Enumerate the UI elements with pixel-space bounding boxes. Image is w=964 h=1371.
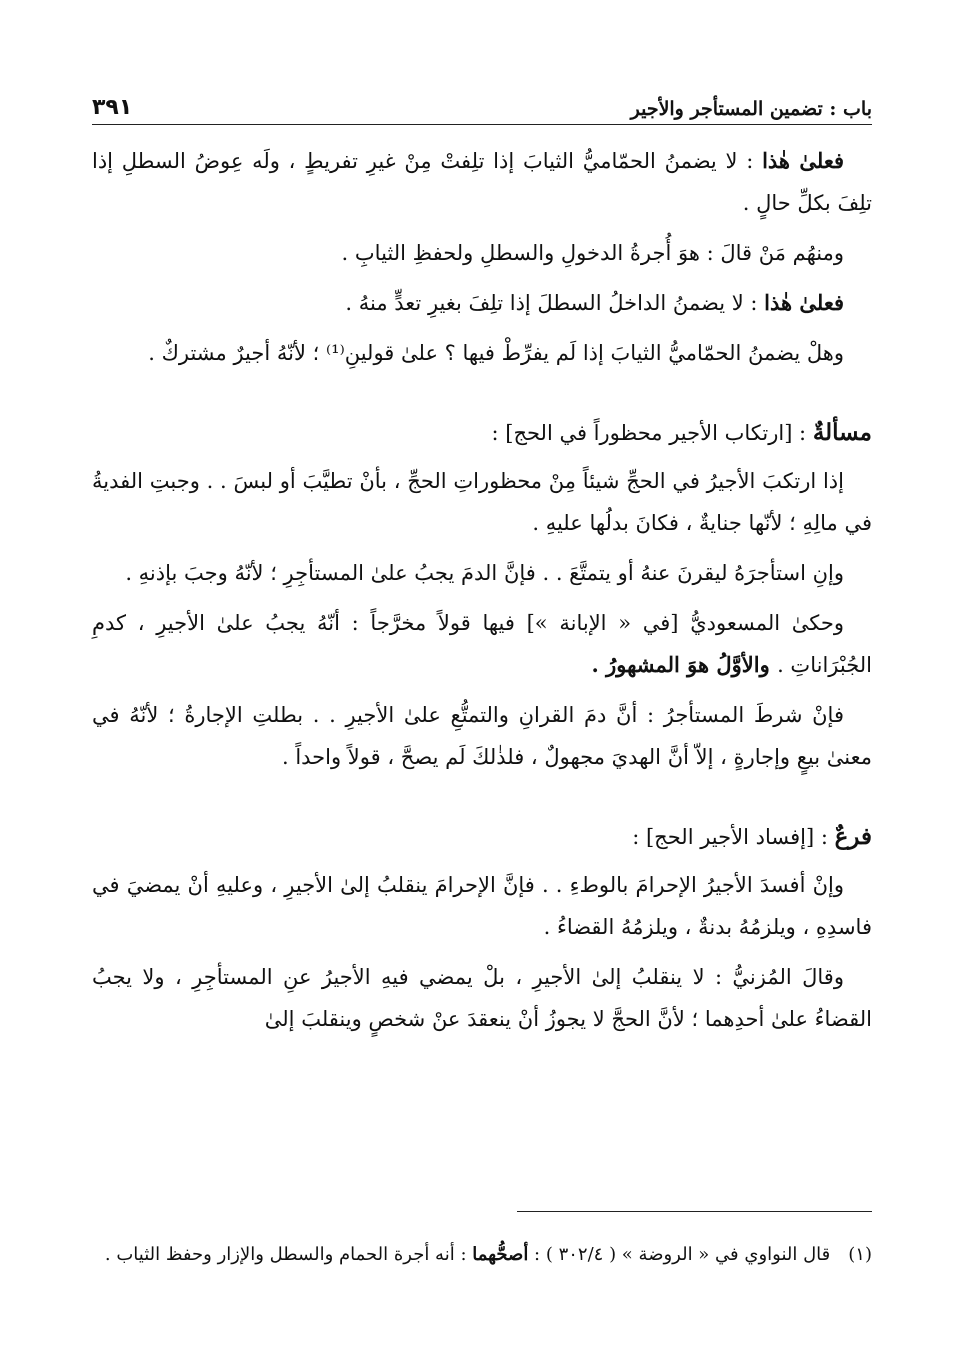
paragraph-lead: فعلىٰ هٰذا xyxy=(764,290,844,315)
paragraph xyxy=(92,232,872,274)
main-text xyxy=(92,140,872,1048)
paragraph-text: إذا ارتكبَ الأجيرُ في الحجِّ شيئاً مِنْ محظوراتِ الحجِّ ، بأنْ تطيَّبَ أو لبسَ . . وجبتِ الفديةُ في مالِهِ ؛ لأنّها جنايةٌ ، فكانَ بدلُها عليهِ . xyxy=(92,469,872,535)
running-title: باب : تضمين المستأجر والأجير xyxy=(630,98,872,120)
section-keyword: فرعٌ xyxy=(834,823,872,850)
footnote-number: (١) xyxy=(848,1244,872,1265)
paragraph xyxy=(92,552,872,594)
paragraph-text: وهلْ يضمنُ الحمّاميُّ الثيابَ إذا لَم يفرِّطْ فيها ؟ علىٰ قولينِ⁽¹⁾ ؛ لأنّهُ أجيرٌ مشتركٌ . xyxy=(148,341,844,365)
paragraph xyxy=(92,460,872,544)
footnote-divider xyxy=(517,1211,872,1212)
section-title: : [ارتكاب الأجير محظوراً في الحج] : xyxy=(491,421,813,445)
paragraph-bold-tail: والأوَّلُ هوَ المشهورُ . xyxy=(591,652,778,677)
footnote-text: قال النواوي في « الروضة » ( ٣٠٢/٤ ) : xyxy=(528,1244,831,1265)
section-heading xyxy=(92,412,872,454)
section-heading xyxy=(92,816,872,858)
paragraph xyxy=(92,864,872,948)
paragraph-lead: فعلىٰ هٰذا xyxy=(762,148,844,173)
paragraph xyxy=(92,332,872,374)
page-header xyxy=(92,86,872,125)
footnote-text-tail: : أنه أجرة الحمام والسطل والإزار وحفظ الثياب . xyxy=(104,1244,473,1265)
paragraph xyxy=(92,602,872,686)
paragraph-text: وحكىٰ المسعوديُّ [في « الإبانة »] فيها قولاً مخرَّجاً : أنّهُ يجبُ علىٰ الأجيرِ ، كدمِ الجُبْرَاناتِ . xyxy=(92,611,872,677)
footnote xyxy=(92,1238,872,1272)
paragraph xyxy=(92,282,872,324)
section-title: : [إفساد الأجير الحج] : xyxy=(632,825,835,849)
paragraph xyxy=(92,956,872,1040)
paragraph-text: وإنْ أفسدَ الأجيرُ الإحرامَ بالوطءِ . . فإنَّ الإحرامَ ينقلبُ إلىٰ الأجيرِ ، وعليهِ أنْ يمضيَ في فاسدِهِ ، ويلزمُهُ بدنةٌ ، ويلزمُهُ القضاءُ . xyxy=(92,873,872,939)
paragraph-text: وقالَ المُزنيُّ : لا ينقلبُ إلىٰ الأجيرِ ، بلْ يمضي فيهِ الأجيرُ عنِ المستأجِرِ ، ولا يجبُ القضاءُ علىٰ أحدِهما ؛ لأنَّ الحجَّ لا يجوزُ أنْ ينعقدَ عنْ شخصٍ وينقلبَ إلىٰ xyxy=(92,965,872,1031)
paragraph-text: : لا يضمنُ الحمّاميُّ الثيابَ إذا تلِفتْ مِنْ غيرِ تفريطٍ ، ولَه عِوضُ السطلِ إذا تلِفَ بكلِّ حالٍ . xyxy=(92,149,872,215)
paragraph-text: وإنِ استأجرَهُ ليقرنَ عنهُ أو يتمتَّعَ . . فإنَّ الدمَ يجبُ علىٰ المستأجِرِ ؛ لأنّهُ وجبَ بإذنهِ . xyxy=(125,561,844,585)
paragraph-text: ومنهُم مَنْ قالَ : هوَ أُجرةُ الدخولِ والسطلِ ولحفظِ الثيابِ . xyxy=(341,241,844,265)
footnote-bold-word: أصحُّهما xyxy=(472,1244,529,1265)
paragraph xyxy=(92,694,872,778)
page-number: ٣٩١ xyxy=(92,95,133,120)
paragraph-text: فإنْ شرطَ المستأجرُ : أنَّ دمَ القرانِ والتمتُّعِ علىٰ الأجيرِ . . بطلتِ الإجارةُ ؛ لأنّهُ في معنىٰ بيعٍ وإجارةٍ ، إلاّ أنَّ الهديَ مجهولٌ ، فلذٰلكَ لَم يصحَّ ، قولاً واحداً . xyxy=(92,703,872,769)
section-keyword: مسألةٌ xyxy=(812,419,872,446)
paragraph-text: : لا يضمنُ الداخلُ السطلَ إذا تلِفَ بغيرِ تعدٍّ منهُ . xyxy=(345,291,765,315)
paragraph xyxy=(92,140,872,224)
